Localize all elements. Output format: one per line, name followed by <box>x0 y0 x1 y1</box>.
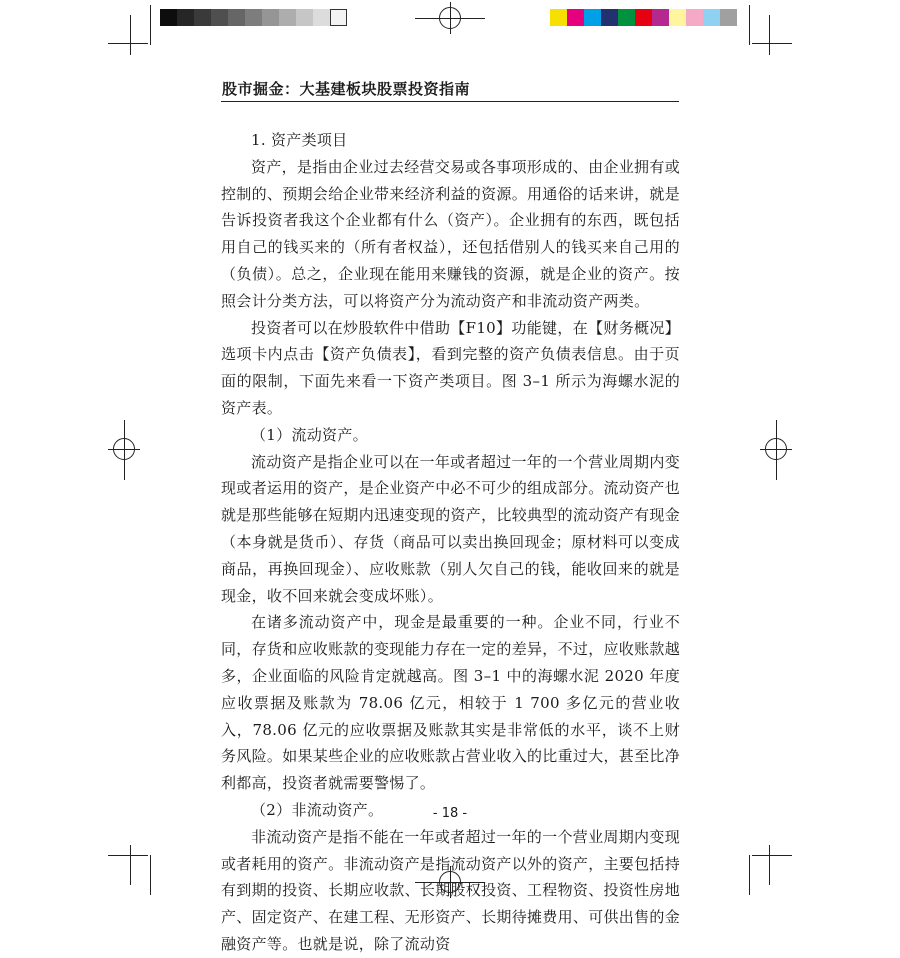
crop-mark <box>108 43 148 44</box>
header-rule <box>221 101 679 102</box>
color-swatch <box>601 9 618 26</box>
gray-swatch <box>262 9 279 26</box>
gray-swatch <box>245 9 262 26</box>
paragraph: 流动资产是指企业可以在一年或者超过一年的一个营业周期内变现或者运用的资产，是企业资产中必不可少的组成部分。流动资产也就是那些能够在短期内迅速变现的资产，比较典型的流动资产有现金（本身就是货币）、存货（商品可以卖出换回现金；原材料可以变成商品，再换回现金）、应收账款（别人欠自己的钱，能收回来的就是现金，收不回来就会变成坏账）。 <box>221 452 681 605</box>
gray-swatch <box>177 9 194 26</box>
crop-mark <box>150 5 151 45</box>
color-swatch <box>652 9 669 26</box>
gray-swatch <box>160 9 177 26</box>
color-swatch <box>584 9 601 26</box>
subheading: （2）非流动资产。 <box>251 800 384 819</box>
running-header-title: 股市掘金：大基建板块股票投资指南 <box>222 80 471 98</box>
gray-swatch <box>211 9 228 26</box>
color-swatch <box>703 9 720 26</box>
crop-mark <box>769 15 770 55</box>
gray-swatch <box>330 9 347 26</box>
crop-mark <box>108 855 148 856</box>
crop-mark <box>769 845 770 885</box>
color-swatch <box>618 9 635 26</box>
crop-mark <box>150 855 151 895</box>
subheading: （1）流动资产。 <box>251 425 368 444</box>
gray-swatch <box>296 9 313 26</box>
color-swatch <box>635 9 652 26</box>
crop-mark <box>752 855 792 856</box>
color-swatch <box>720 9 737 26</box>
crop-mark <box>752 43 792 44</box>
body-text <box>221 127 680 958</box>
paragraph: 资产，是指由企业过去经营交易或各事项形成的、由企业拥有或控制的、预期会给企业带来经济利益的资源。用通俗的话来讲，就是告诉投资者我这个企业都有什么（资产）。企业拥有的东西，既包括用自己的钱买来的（所有者权益），还包括借别人的钱买来自己用的（负债）。总之，企业现在能用来赚钱的资源，就是企业的资产。按照会计分类方法，可以将资产分为流动资产和非流动资产两类。 <box>221 157 681 310</box>
gray-swatch <box>228 9 245 26</box>
crop-mark <box>130 15 131 55</box>
paragraph: 在诸多流动资产中，现金是最重要的一种。企业不同，行业不同，存货和应收账款的变现能力存在一定的差异，不过，应收账款越多，企业面临的风险肯定就越高。图 3–1 中的海螺水泥 2020 年度应收票据及账款为 78.06 亿元，相较于 1 700 多亿元的营业收入，78.06 亿元的应收票据及账款其实是非常低的水平，谈不上财务风险。如果某些企业的应收账款占营业收入的比重过大，甚至比净利都高，投资者就需要警惕了。 <box>221 613 681 793</box>
paragraph: 投资者可以在炒股软件中借助【F10】功能键，在【财务概况】选项卡内点击【资产负债表】，看到完整的资产负债表信息。由于页面的限制，下面先来看一下资产类项目。图 3–1 所示为海螺水泥的资产表。 <box>221 318 680 417</box>
paragraph: 非流动资产是指不能在一年或者超过一年的一个营业周期内变现或者耗用的资产。非流动资产是指流动资产以外的资产，主要包括持有到期的投资、长期应收款、长期股权投资、工程物资、投资性房地产、固定资产、在建工程、无形资产、长期待摊费用、可供出售的金融资产等。也就是说，除了流动资 <box>221 827 681 953</box>
gray-swatch <box>194 9 211 26</box>
color-swatch <box>550 9 567 26</box>
gray-swatch <box>279 9 296 26</box>
page-number: - 18 - <box>432 806 468 821</box>
color-swatch <box>669 9 686 26</box>
color-swatch <box>686 9 703 26</box>
section-heading: 1. 资产类项目 <box>251 131 348 149</box>
color-swatch <box>567 9 584 26</box>
crop-mark <box>749 855 750 895</box>
crop-mark <box>130 845 131 885</box>
gray-swatch <box>313 9 330 26</box>
crop-mark <box>749 5 750 45</box>
